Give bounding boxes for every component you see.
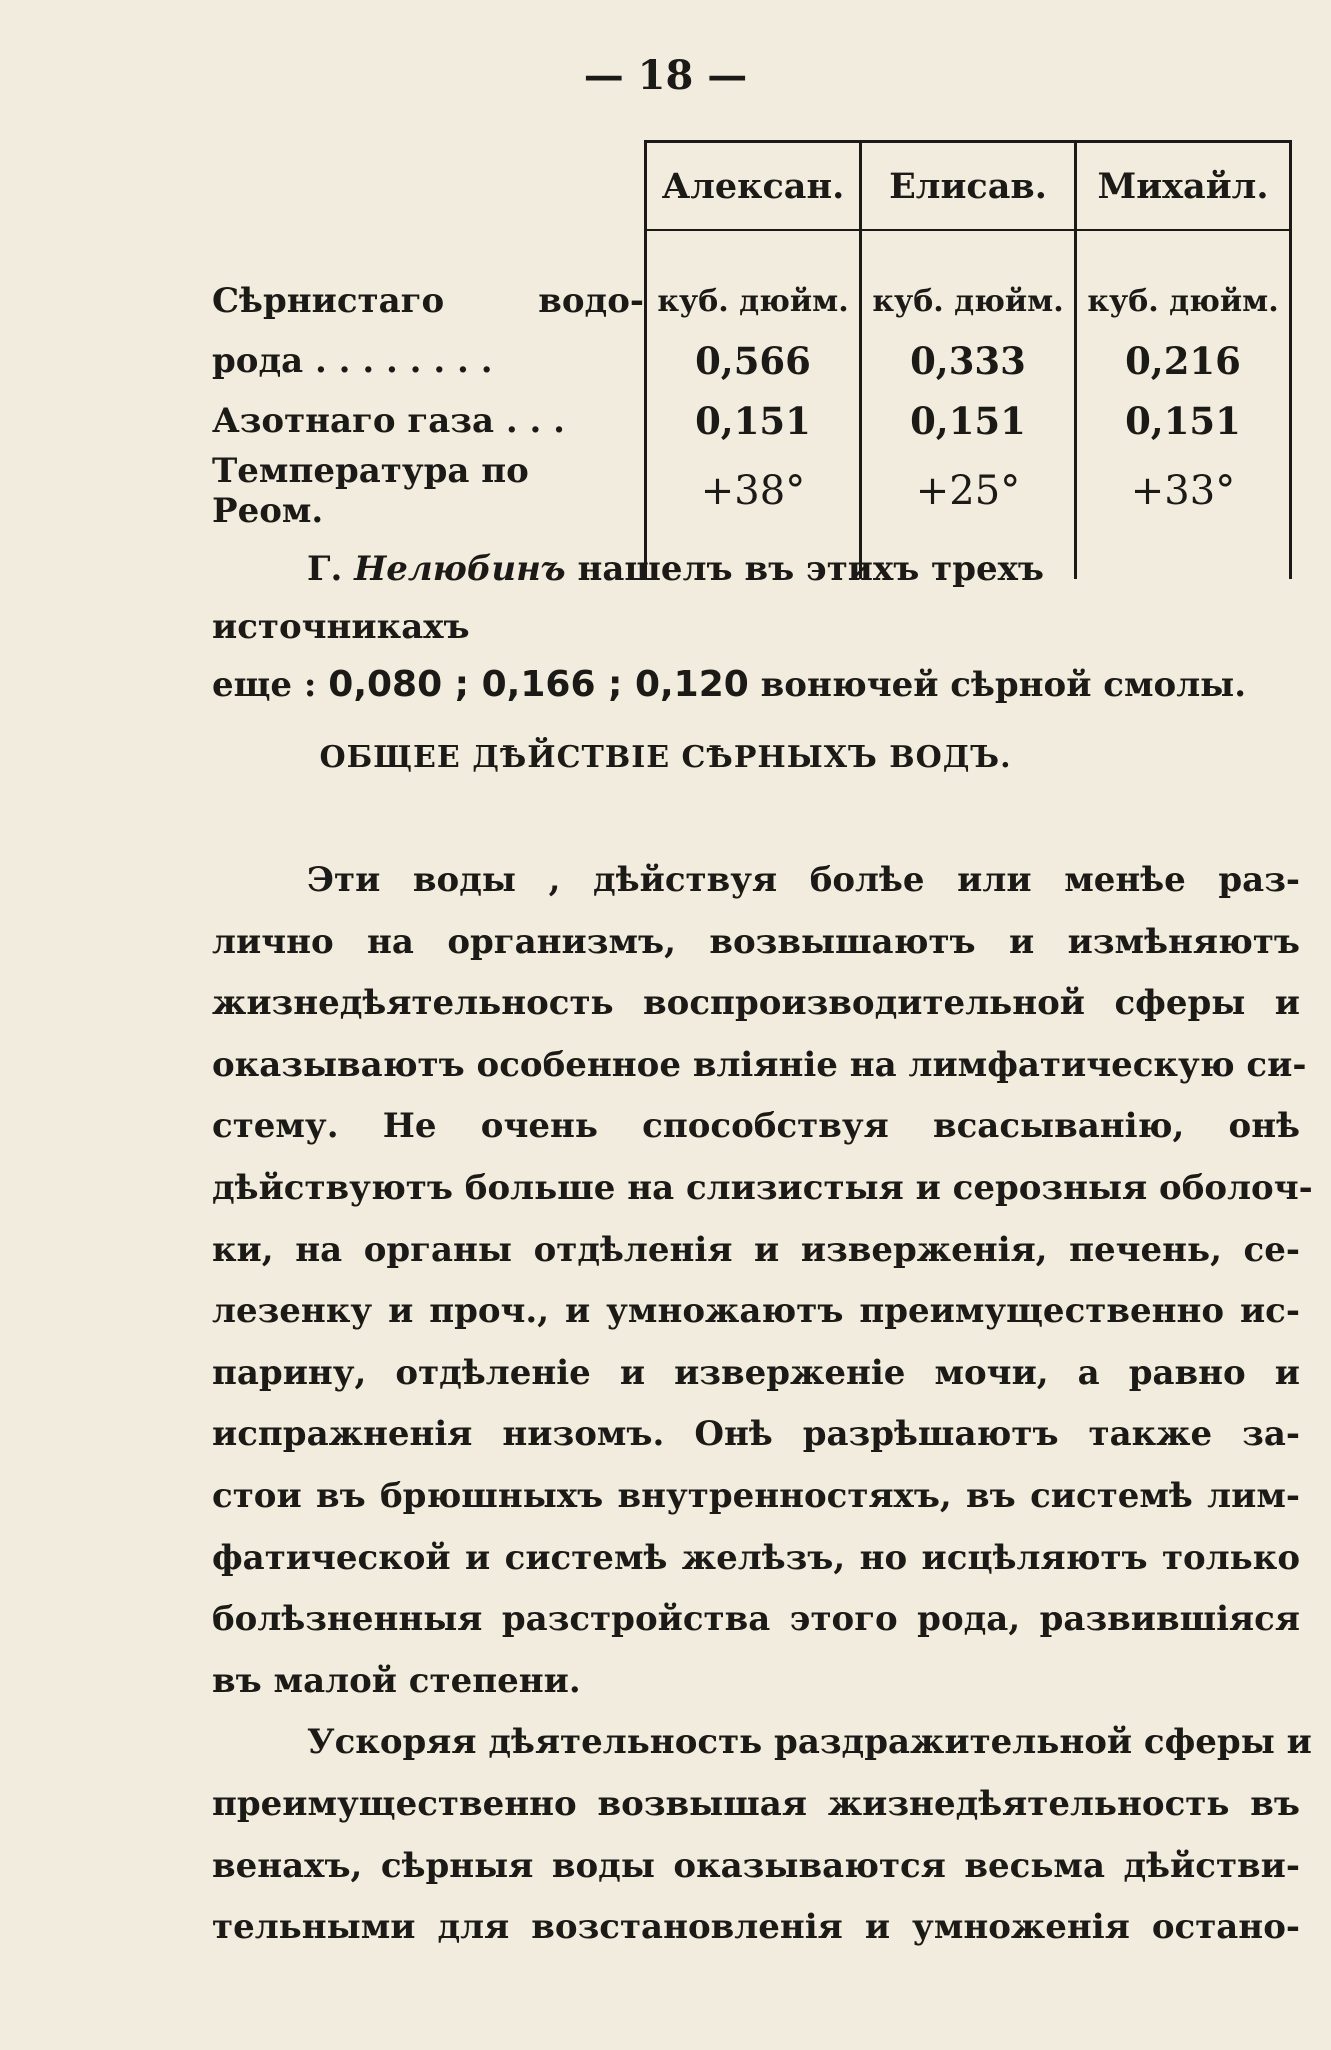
- text-line: жизнедѣятельность воспроизводительной сферы и: [212, 983, 1300, 1024]
- table-header-row: [212, 142, 1291, 231]
- author-name: Нелюбинъ: [354, 549, 566, 589]
- text-line: преимущественно возвышая жизнедѣятельность въ: [212, 1783, 1300, 1824]
- value-cell: 0,333: [861, 331, 1076, 391]
- text-line: венахъ, сѣрныя воды оказываются весьма дѣйстви-: [212, 1845, 1300, 1886]
- table-row: [212, 451, 1291, 531]
- gas-composition-table: [212, 140, 1292, 579]
- unit-cell: куб. дюйм.: [1076, 271, 1291, 331]
- text-line: оказываютъ особенное вліяніе на лимфатическую си-: [212, 1044, 1307, 1085]
- table-row: [212, 391, 1291, 451]
- value-cell: 0,151: [646, 391, 861, 451]
- value-cell: +38°: [646, 451, 861, 531]
- text-line: Эти воды , дѣйствуя болѣе или менѣе раз-: [307, 860, 1300, 900]
- text-line: испражненія низомъ. Онѣ разрѣшаютъ также за-: [212, 1414, 1300, 1455]
- page-number: — 18 —: [583, 52, 748, 99]
- value-cell: 0,216: [1076, 331, 1291, 391]
- text-line: Ускоряя дѣятельность раздражительной сферы и: [307, 1722, 1312, 1763]
- row-label: Температура по Реом.: [212, 451, 529, 531]
- text-line: ки, на органы отдѣленія и изверженія, печень, се-: [212, 1229, 1300, 1270]
- value-cell: +33°: [1076, 451, 1291, 531]
- text-line: болѣзненныя разстройства этого рода, развившіяся: [212, 1599, 1300, 1640]
- note-paragraph: Г. Нелюбинъ нашелъ въ этихъ трехъ источникахъ еще : 0,080 ; 0,166 ; 0,120 вонючей сѣрной смолы.: [212, 549, 1247, 705]
- column-header: Михайл.: [1076, 142, 1291, 231]
- text-line: парину, отдѣленіе и изверженіе мочи, а равно и: [212, 1352, 1300, 1393]
- row-label: Азотнаго газа . . .: [212, 401, 566, 441]
- text-line: стои въ брюшныхъ внутренностяхъ, въ системѣ лим-: [212, 1475, 1300, 1516]
- section-heading: ОБЩЕЕ ДѢЙСТВІЕ СѢРНЫХЪ ВОДЪ.: [319, 740, 1012, 775]
- value-cell: 0,151: [1076, 391, 1291, 451]
- resin-values: 0,080 ; 0,166 ; 0,120: [328, 664, 749, 705]
- text-line: стему. Не очень способствуя всасыванію, онѣ: [212, 1106, 1300, 1147]
- table-units-row: [212, 271, 1291, 331]
- text-line: въ малой степени.: [212, 1660, 581, 1701]
- column-header: Алексан.: [646, 142, 861, 231]
- text-line: лично на организмъ, возвышаютъ и измѣняютъ: [212, 921, 1300, 962]
- unit-cell: куб. дюйм.: [646, 271, 861, 331]
- row-label: Сѣрнистаго водо-: [212, 281, 644, 321]
- value-cell: 0,151: [861, 391, 1076, 451]
- text-line: тельными для возстановленія и умноженія остано-: [212, 1907, 1300, 1948]
- row-label: рода . . . . . . . .: [212, 341, 493, 381]
- value-cell: 0,566: [646, 331, 861, 391]
- text-line: лезенку и проч., и умножаютъ преимущественно ис-: [212, 1291, 1300, 1332]
- text-line: дѣйствуютъ больше на слизистыя и серозныя оболоч-: [212, 1167, 1313, 1208]
- body-text: [212, 850, 1313, 1959]
- unit-cell: куб. дюйм.: [861, 271, 1076, 331]
- column-header: Елисав.: [861, 142, 1076, 231]
- value-cell: +25°: [861, 451, 1076, 531]
- table-row: [212, 331, 1291, 391]
- text-line: фатической и системѣ желѣзъ, но исцѣляютъ только: [212, 1537, 1300, 1578]
